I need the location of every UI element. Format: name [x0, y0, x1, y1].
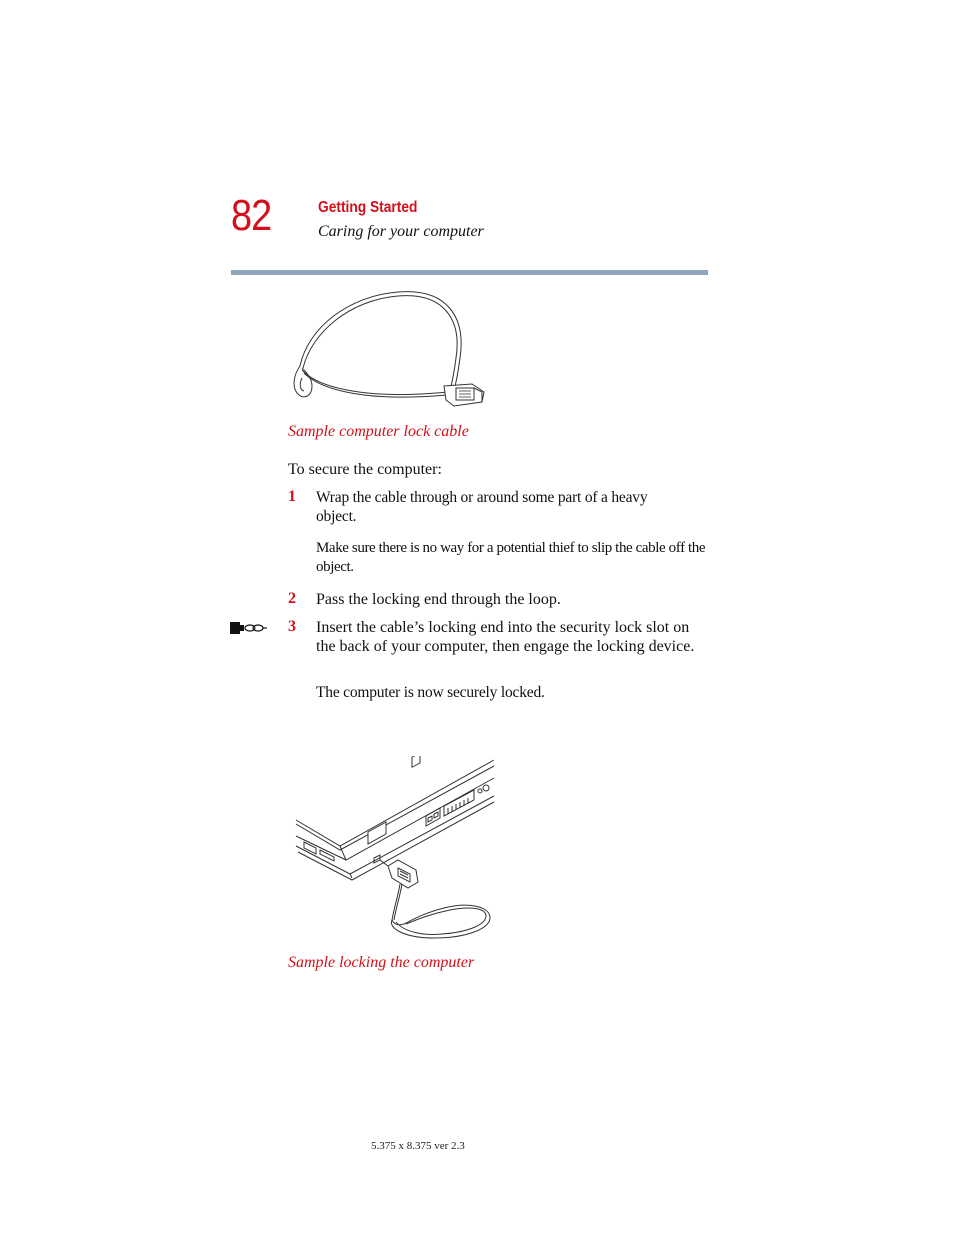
- step-note-1: Make sure there is no way for a potential thief to slip the cable off the object.: [316, 540, 706, 575]
- step-text-2: Pass the locking end through the loop.: [316, 591, 561, 608]
- page-footer: 5.375 x 8.375 ver 2.3: [371, 1140, 465, 1152]
- figure-caption-lock-cable: Sample computer lock cable: [288, 423, 469, 440]
- header-rule: [231, 270, 708, 275]
- section-title: Caring for your computer: [318, 223, 484, 240]
- step-number-3: 3: [288, 618, 296, 635]
- step-number-1: 1: [288, 488, 296, 505]
- step-text-1: Wrap the cable through or around some part of a heavy object.: [316, 489, 648, 525]
- figure-caption-locking: Sample locking the computer: [288, 954, 475, 971]
- security-lock-icon: [229, 619, 269, 637]
- intro-text: To secure the computer:: [288, 461, 442, 478]
- step-text-3: Insert the cable’s locking end into the security lock slot on the back of your computer, then engage the locking device.: [316, 619, 695, 655]
- chapter-title: Getting Started: [318, 199, 418, 216]
- step-number-2: 2: [288, 590, 296, 607]
- laptop-locked-illustration: [294, 756, 498, 944]
- step-note-3: The computer is now securely locked.: [316, 684, 545, 701]
- page-number: 82: [231, 191, 272, 240]
- lock-cable-illustration: [288, 288, 488, 418]
